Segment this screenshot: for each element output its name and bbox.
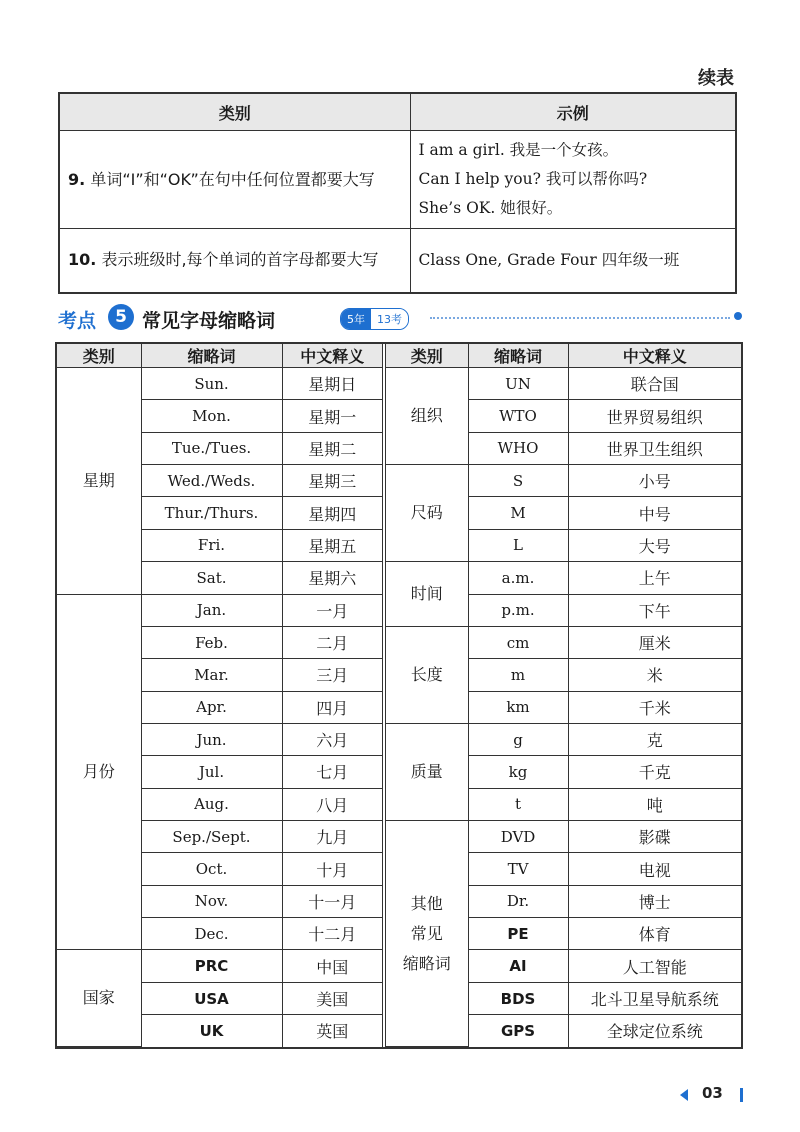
category-cell: 时间 bbox=[386, 562, 468, 627]
rules-table bbox=[58, 92, 737, 294]
meaning-cell: 小号 bbox=[568, 465, 741, 497]
abbreviation-table bbox=[55, 342, 743, 1049]
meaning-cell: 全球定位系统 bbox=[568, 1015, 741, 1047]
badge-years: 5年 bbox=[341, 309, 371, 329]
section-title: 常见字母缩略词 bbox=[142, 310, 276, 332]
abbr-row bbox=[386, 821, 741, 853]
abbreviation-cell: WTO bbox=[468, 400, 568, 432]
abbr-row bbox=[386, 626, 741, 658]
example-line: Class One, Grade Four 四年级一班 bbox=[418, 250, 680, 269]
header-abbreviation: 缩略词 bbox=[468, 344, 568, 368]
category-cell: 其他 常见 缩略词 bbox=[386, 821, 468, 1047]
abbreviation-cell: PRC bbox=[141, 950, 282, 982]
rule-row bbox=[59, 131, 736, 229]
meaning-cell: 二月 bbox=[282, 626, 382, 658]
abbr-row bbox=[386, 562, 741, 594]
rules-header-category: 类别 bbox=[59, 93, 410, 131]
abbreviation-cell: cm bbox=[468, 626, 568, 658]
abbr-row bbox=[386, 368, 741, 400]
abbreviation-cell: WHO bbox=[468, 432, 568, 464]
section-heading bbox=[58, 302, 743, 334]
category-cell: 长度 bbox=[386, 626, 468, 723]
rule-row bbox=[59, 229, 736, 293]
example-line: Can I help you? 我可以帮你吗? bbox=[418, 170, 648, 188]
meaning-cell: 七月 bbox=[282, 756, 382, 788]
abbreviation-cell: Wed./Weds. bbox=[141, 465, 282, 497]
abbreviation-cell: Feb. bbox=[141, 626, 282, 658]
meaning-cell: 美国 bbox=[282, 982, 382, 1014]
abbreviation-cell: Dec. bbox=[141, 918, 282, 950]
dotted-rule bbox=[430, 317, 730, 319]
abbr-row bbox=[386, 723, 741, 755]
header-category: 类别 bbox=[386, 344, 468, 368]
meaning-cell: 联合国 bbox=[568, 368, 741, 400]
meaning-cell: 厘米 bbox=[568, 626, 741, 658]
meaning-cell: 星期一 bbox=[282, 400, 382, 432]
abbreviation-cell: GPS bbox=[468, 1015, 568, 1047]
category-cell: 国家 bbox=[57, 950, 141, 1047]
abbreviation-cell: Sun. bbox=[141, 368, 282, 400]
abbreviation-cell: BDS bbox=[468, 982, 568, 1014]
category-cell: 尺码 bbox=[386, 465, 468, 562]
example-line: I am a girl. 我是一个女孩。 bbox=[418, 141, 619, 159]
meaning-cell: 星期六 bbox=[282, 562, 382, 594]
abbr-right-column bbox=[386, 344, 741, 1047]
meaning-cell: 星期日 bbox=[282, 368, 382, 400]
abbreviation-cell: Thur./Thurs. bbox=[141, 497, 282, 529]
meaning-cell: 大号 bbox=[568, 529, 741, 561]
abbreviation-cell: Jan. bbox=[141, 594, 282, 626]
rule-examples bbox=[410, 131, 736, 229]
rules-header-row bbox=[59, 93, 736, 131]
abbreviation-cell: Jul. bbox=[141, 756, 282, 788]
meaning-cell: 星期五 bbox=[282, 529, 382, 561]
meaning-cell: 博士 bbox=[568, 885, 741, 917]
abbreviation-cell: p.m. bbox=[468, 594, 568, 626]
abbreviation-cell: Jun. bbox=[141, 723, 282, 755]
rules-header-example: 示例 bbox=[410, 93, 736, 131]
abbr-row bbox=[57, 368, 382, 400]
abbreviation-cell: Fri. bbox=[141, 529, 282, 561]
meaning-cell: 电视 bbox=[568, 853, 741, 885]
abbreviation-cell: Dr. bbox=[468, 885, 568, 917]
abbreviation-cell: UN bbox=[468, 368, 568, 400]
header-abbreviation: 缩略词 bbox=[141, 344, 282, 368]
section-number-badge: 5 bbox=[108, 304, 134, 330]
abbr-row bbox=[57, 594, 382, 626]
next-page-marker-icon bbox=[740, 1088, 743, 1102]
meaning-cell: 千米 bbox=[568, 691, 741, 723]
abbreviation-cell: TV bbox=[468, 853, 568, 885]
rule-cell bbox=[59, 131, 410, 229]
header-meaning: 中文释义 bbox=[568, 344, 741, 368]
meaning-cell: 英国 bbox=[282, 1015, 382, 1047]
abbreviation-cell: Oct. bbox=[141, 853, 282, 885]
abbreviation-cell: UK bbox=[141, 1015, 282, 1047]
meaning-cell: 下午 bbox=[568, 594, 741, 626]
category-cell: 星期 bbox=[57, 368, 141, 595]
abbreviation-cell: AI bbox=[468, 950, 568, 982]
meaning-cell: 人工智能 bbox=[568, 950, 741, 982]
abbreviation-cell: Mon. bbox=[141, 400, 282, 432]
meaning-cell: 影碟 bbox=[568, 821, 741, 853]
rule-cell bbox=[59, 229, 410, 293]
abbreviation-cell: DVD bbox=[468, 821, 568, 853]
abbreviation-cell: Nov. bbox=[141, 885, 282, 917]
rule-text: 表示班级时,每个单词的首字母都要大写 bbox=[101, 250, 379, 270]
meaning-cell: 十二月 bbox=[282, 918, 382, 950]
abbreviation-cell: Tue./Tues. bbox=[141, 432, 282, 464]
meaning-cell: 吨 bbox=[568, 788, 741, 820]
category-cell: 质量 bbox=[386, 723, 468, 820]
badge-count: 13考 bbox=[371, 309, 408, 329]
abbreviation-cell: S bbox=[468, 465, 568, 497]
end-dot-icon bbox=[734, 312, 742, 320]
meaning-cell: 北斗卫星导航系统 bbox=[568, 982, 741, 1014]
rule-examples bbox=[410, 229, 736, 293]
page-number: 03 bbox=[702, 1084, 723, 1102]
meaning-cell: 中国 bbox=[282, 950, 382, 982]
abbr-row bbox=[386, 465, 741, 497]
abbreviation-cell: Aug. bbox=[141, 788, 282, 820]
meaning-cell: 克 bbox=[568, 723, 741, 755]
category-cell: 组织 bbox=[386, 368, 468, 465]
meaning-cell: 体育 bbox=[568, 918, 741, 950]
meaning-cell: 六月 bbox=[282, 723, 382, 755]
abbreviation-cell: t bbox=[468, 788, 568, 820]
abbreviation-cell: kg bbox=[468, 756, 568, 788]
header-meaning: 中文释义 bbox=[282, 344, 382, 368]
meaning-cell: 三月 bbox=[282, 659, 382, 691]
abbreviation-cell: Mar. bbox=[141, 659, 282, 691]
abbreviation-cell: Apr. bbox=[141, 691, 282, 723]
rule-text: 单词“I”和“OK”在句中任何位置都要大写 bbox=[90, 169, 375, 189]
abbreviation-cell: Sep./Sept. bbox=[141, 821, 282, 853]
prev-page-arrow-icon bbox=[680, 1089, 688, 1101]
meaning-cell: 中号 bbox=[568, 497, 741, 529]
abbreviation-cell: L bbox=[468, 529, 568, 561]
header-category: 类别 bbox=[57, 344, 141, 368]
abbreviation-cell: PE bbox=[468, 918, 568, 950]
meaning-cell: 一月 bbox=[282, 594, 382, 626]
abbreviation-cell: m bbox=[468, 659, 568, 691]
abbreviation-cell: km bbox=[468, 691, 568, 723]
abbreviation-cell: Sat. bbox=[141, 562, 282, 594]
meaning-cell: 上午 bbox=[568, 562, 741, 594]
abbr-row bbox=[57, 950, 382, 982]
meaning-cell: 米 bbox=[568, 659, 741, 691]
meaning-cell: 星期四 bbox=[282, 497, 382, 529]
abbr-header-row bbox=[57, 344, 382, 368]
abbreviation-cell: g bbox=[468, 723, 568, 755]
rule-number: 9. bbox=[68, 169, 86, 189]
abbr-right-table bbox=[386, 344, 741, 1047]
meaning-cell: 星期二 bbox=[282, 432, 382, 464]
category-cell: 月份 bbox=[57, 594, 141, 950]
meaning-cell: 十一月 bbox=[282, 885, 382, 917]
meaning-cell: 世界贸易组织 bbox=[568, 400, 741, 432]
abbreviation-cell: USA bbox=[141, 982, 282, 1014]
abbr-header-row bbox=[386, 344, 741, 368]
section-label: 考点 bbox=[58, 310, 97, 332]
exam-frequency-badge bbox=[340, 308, 409, 330]
meaning-cell: 八月 bbox=[282, 788, 382, 820]
meaning-cell: 世界卫生组织 bbox=[568, 432, 741, 464]
meaning-cell: 千克 bbox=[568, 756, 741, 788]
abbreviation-cell: M bbox=[468, 497, 568, 529]
abbr-left-table bbox=[57, 344, 382, 1047]
abbr-left-column bbox=[57, 344, 382, 1047]
example-line: She’s OK. 她很好。 bbox=[418, 199, 563, 217]
meaning-cell: 十月 bbox=[282, 853, 382, 885]
meaning-cell: 四月 bbox=[282, 691, 382, 723]
meaning-cell: 九月 bbox=[282, 821, 382, 853]
continued-label: 续表 bbox=[698, 68, 734, 89]
rule-number: 10. bbox=[68, 250, 97, 270]
meaning-cell: 星期三 bbox=[282, 465, 382, 497]
abbreviation-cell: a.m. bbox=[468, 562, 568, 594]
